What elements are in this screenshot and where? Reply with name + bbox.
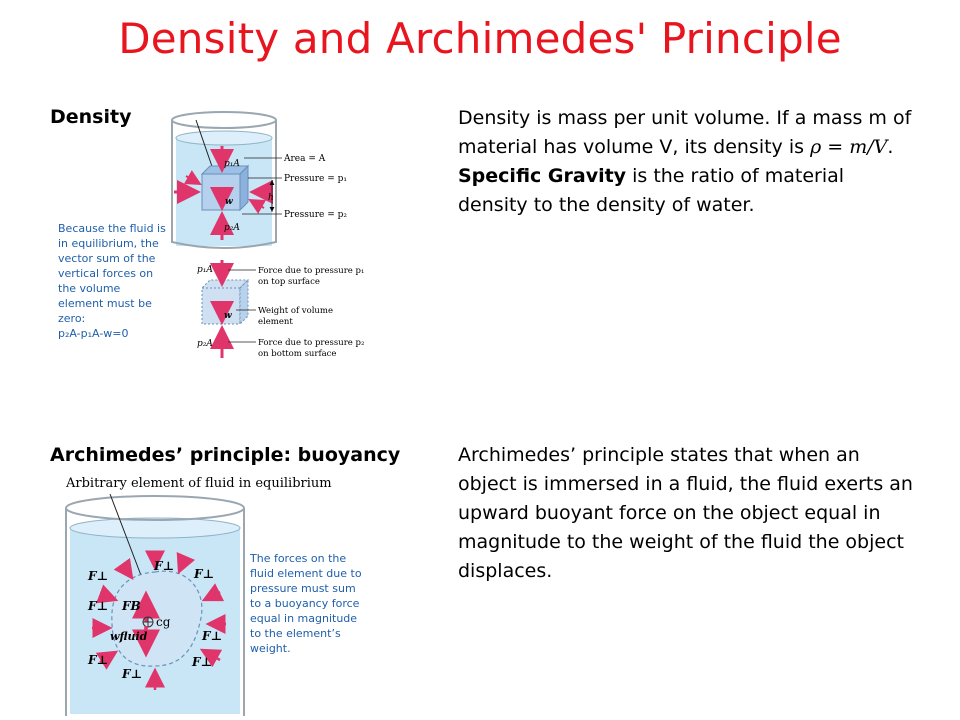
density-note-equation: p₂A-p₁A-w=0 xyxy=(58,327,129,340)
specific-gravity-label: Specific Gravity xyxy=(458,165,627,187)
density-heading: Density xyxy=(50,106,132,128)
slide-title: Density and Archimedes' Principle xyxy=(118,14,842,63)
density-formula: ρ = m/V xyxy=(810,136,888,158)
density-equilibrium-note xyxy=(58,221,166,341)
weight-line2: element xyxy=(258,317,293,327)
f-perp-label-1: F⊥ xyxy=(88,569,109,583)
top-h-label: h xyxy=(268,193,274,203)
top-area-label: Area = A xyxy=(284,154,326,164)
f-perp-label-4: F⊥ xyxy=(88,599,109,613)
density-text-2: . xyxy=(887,136,894,158)
archimedes-note: The forces on the fluid element due to pressure must sum to a buoyancy force equal in magnitude to the element’s weight. xyxy=(250,552,362,655)
f-perp-label-3: F⊥ xyxy=(194,567,215,581)
force1-line2: on top surface xyxy=(258,277,320,287)
archimedes-description: Archimedes’ principle states that when an object is immersed in a fluid, the fluid exerts an upward buoyant force on the object equal in magnitude to the weight of the fluid the object displaces. xyxy=(458,444,913,582)
top-pressure2-label: Pressure = p₂ xyxy=(284,210,347,220)
f-perp-label-2: F⊥ xyxy=(154,559,175,573)
archimedes-heading: Archimedes’ principle: buoyancy xyxy=(50,444,401,466)
density-free-body-figure xyxy=(196,258,376,360)
force2-line2: on bottom surface xyxy=(258,349,337,359)
top-p1a-label: p₁A xyxy=(224,159,240,169)
bottom-p2a-label: p₂A xyxy=(197,339,213,349)
bottom-p1a-label: p₁A xyxy=(197,265,213,275)
force1-line1: Force due to pressure p₁ xyxy=(258,266,365,276)
f-perp-label-7: F⊥ xyxy=(192,655,213,669)
f-perp-label-6: F⊥ xyxy=(88,653,109,667)
density-note-text: Because the fluid is in equilibrium, the vector sum of the vertical forces on the volume element must be zero: xyxy=(58,222,166,325)
weight-line1: Weight of volume xyxy=(258,306,333,316)
density-description xyxy=(458,104,918,220)
density-text-1: Density is mass per unit volume. If a mass m of material has volume V, its density is xyxy=(458,107,912,158)
f-perp-label-5: F⊥ xyxy=(202,629,223,643)
top-pressure1-label: Pressure = p₁ xyxy=(284,174,347,184)
density-beaker-figure xyxy=(160,108,370,258)
top-w-label: w xyxy=(225,197,233,207)
f-b-label: FB xyxy=(122,599,141,613)
archimedes-figure-caption: Arbitrary element of fluid in equilibrium xyxy=(66,476,332,491)
force2-line1: Force due to pressure p₂ xyxy=(258,338,365,348)
top-p2a-label: p₂A xyxy=(224,223,240,233)
f-perp-label-8: F⊥ xyxy=(122,667,143,681)
density-text-3: is the ratio of material density to the density of water. xyxy=(458,165,845,216)
buoyancy-beaker-figure xyxy=(60,494,250,718)
w-fluid-label: wfluid xyxy=(110,630,148,643)
cg-label: cg xyxy=(156,615,171,629)
bottom-w-label: w xyxy=(224,311,232,321)
